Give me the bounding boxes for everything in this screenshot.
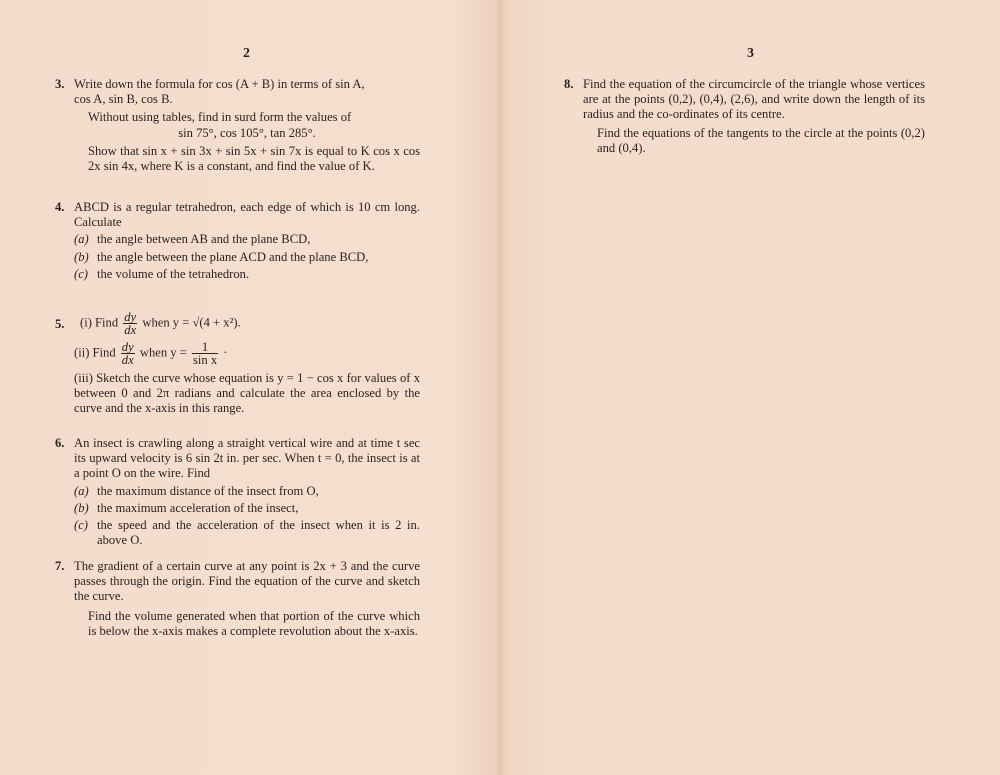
q4-part-a: (a) the angle between AB and the plane BCD, (74, 232, 311, 247)
question-3 (55, 77, 420, 174)
q8-para2: Find the equations of the tangents to the circle at the points (0,2) and (0,4). (597, 125, 925, 155)
q5-part-iii: (iii) Sketch the curve whose equation is y = 1 − cos x for values of x between 0 and 2π radians and calculate the area enclosed by the curve and the x-axis in this range. (74, 371, 420, 416)
question-number: 6. (55, 436, 65, 450)
question-number: 7. (55, 559, 65, 573)
q6-intro: An insect is crawling along a straight vertical wire and at time t sec its upward velocity is 6 sin 2t in. per sec. When t = 0, the insect is at a point O on the wire. Find (74, 436, 420, 481)
question-number: 3. (55, 77, 65, 91)
page-left (0, 0, 498, 775)
q5-part-ii: (ii) Find $\frac{dy}{dx}$ when y = $\frac{1}{\text{sin x}}$ · (74, 340, 228, 367)
q7-para1: The gradient of a certain curve at any point is 2x + 3 and the curve passes through the origin. Find the equation of the curve and sketch the curve. (74, 559, 420, 604)
page-number: 2 (243, 46, 250, 61)
q3-para3: Show that sin x + sin 3x + sin 5x + sin 7x is equal to K cos x cos 2x sin 4x, where K is a constant, and find the value of K. (88, 143, 420, 174)
reciprocal-fraction: $\frac{1}{\text{sin x}}$ (192, 340, 218, 367)
question-6 (55, 436, 420, 550)
q8-para1: Find the equation of the circumcircle of the triangle whose vertices are at the points (0,2), (0,4), (2,6), and write down the length of its radius and the co-ordinates of its centre. (583, 77, 925, 122)
q4-part-c: (c) the volume of the tetrahedron. (74, 266, 250, 281)
q4-intro: ABCD is a regular tetrahedron, each edge of which is 10 cm long. Calculate (74, 200, 420, 230)
derivative-fraction: $\frac{dy}{dx}$ (124, 310, 137, 337)
q3-para2a: Without using tables, find in surd form the values of (88, 110, 352, 125)
question-number: 8. (564, 77, 574, 91)
page-number: 3 (747, 46, 754, 61)
question-number: 4. (55, 200, 65, 214)
question-8 (564, 77, 925, 156)
question-5 (55, 311, 420, 417)
question-4 (55, 200, 420, 284)
q3-line2: cos A, sin B, cos B. (74, 92, 173, 107)
question-7 (55, 559, 420, 639)
question-number: 5. (55, 317, 65, 331)
q4-part-b: (b) the angle between the plane ACD and the plane BCD, (74, 249, 369, 264)
page-right (502, 0, 1000, 775)
q6-part-b: (b) the maximum acceleration of the insect, (74, 500, 299, 515)
derivative-fraction: $\frac{dy}{dx}$ (121, 340, 134, 367)
q6-part-c: (c) the speed and the acceleration of the insect when it is 2 in. above O. (74, 518, 420, 548)
q3-para2b: sin 75°, cos 105°, tan 285°. (178, 125, 316, 140)
q7-para2: Find the volume generated when that portion of the curve which is below the x-axis makes a complete revolution about the x-axis. (88, 608, 420, 638)
q5-part-i: (i) Find $\frac{dy}{dx}$ when y = √(4 + x²). (80, 310, 241, 337)
q3-line1: Write down the formula for cos (A + B) in terms of sin A, (74, 77, 365, 91)
q6-part-a: (a) the maximum distance of the insect from O, (74, 483, 319, 498)
